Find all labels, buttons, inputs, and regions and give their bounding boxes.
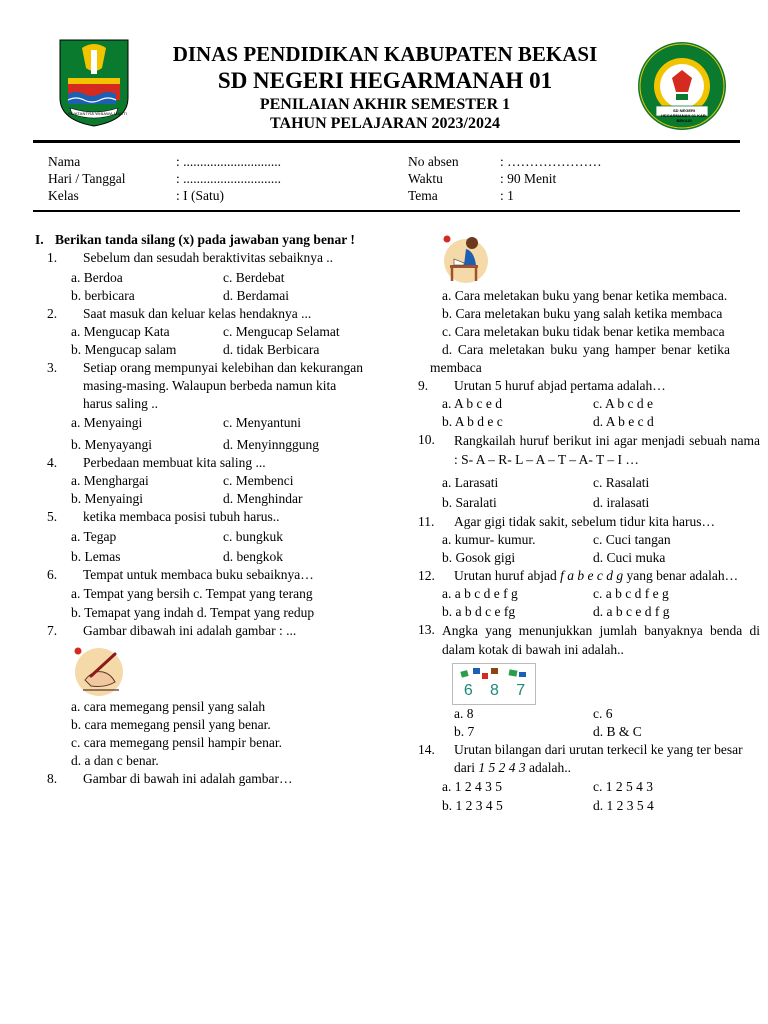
questions-left-column xyxy=(35,231,365,788)
option-b[interactable]: b. a b d c e fg xyxy=(442,604,516,619)
option-c[interactable]: c. Cara meletakan buku tidak benar ketika membaca xyxy=(442,324,725,339)
option-b[interactable]: b. berbicara xyxy=(71,288,135,303)
info-row-hari-tanggal xyxy=(48,170,281,187)
question-number: 10. xyxy=(418,432,435,447)
question-12 xyxy=(418,567,760,585)
options-10 xyxy=(418,473,760,513)
option-d[interactable]: d. Menyinnggung xyxy=(223,437,319,452)
info-label: Nama xyxy=(48,154,81,169)
question-text: Tempat untuk membaca buku sebaiknya… xyxy=(83,567,314,582)
option-c[interactable]: c. A b c d e xyxy=(593,396,653,411)
option-c[interactable]: c. Cuci tangan xyxy=(593,532,671,547)
info-row-kelas xyxy=(48,187,281,204)
question-text: Gambar di bawah ini adalah gambar… xyxy=(83,771,293,786)
option-a[interactable]: a. kumur- kumur. xyxy=(442,532,536,547)
option-b[interactable]: b. A b d e c xyxy=(442,414,503,429)
questions-right-column xyxy=(418,231,760,815)
header-rule xyxy=(33,140,740,143)
question-number: 8. xyxy=(47,771,58,786)
question-5 xyxy=(35,508,365,526)
info-value: : 1 xyxy=(500,188,514,203)
question-text: Agar gigi tidak sakit, sebelum tidur kita harus… xyxy=(454,514,715,529)
option-d[interactable]: d. Menghindar xyxy=(223,491,303,506)
student-info-right xyxy=(408,153,602,204)
option-c[interactable]: c. a b c d f e g xyxy=(593,586,669,601)
question-9 xyxy=(418,377,760,395)
option-b[interactable]: b. Gosok gigi xyxy=(442,550,516,565)
option-d[interactable]: d. Cuci muka xyxy=(593,550,666,565)
option-c[interactable]: c. 6 xyxy=(593,706,613,721)
info-label: Kelas xyxy=(48,188,79,203)
question-text-pre: Urutan huruf abjad xyxy=(454,568,561,583)
option-a[interactable]: a. Menyaingi xyxy=(71,415,143,430)
option-c[interactable]: c. bungkuk xyxy=(223,529,283,544)
info-value: : ............................. xyxy=(176,154,282,169)
question-text: Perbedaan membuat kita saling ... xyxy=(83,455,266,470)
option-c[interactable]: c. Rasalati xyxy=(593,475,650,490)
question-letter-sequence: f a b e c d g xyxy=(560,568,624,583)
question-11 xyxy=(418,513,760,531)
option-d[interactable]: d. 1 2 3 5 4 xyxy=(593,798,654,813)
options-4 xyxy=(35,472,365,508)
options-11 xyxy=(418,531,760,567)
option-d[interactable]: d. bengkok xyxy=(223,549,283,564)
figure-holding-pencil xyxy=(71,640,365,698)
info-value: : ............................. xyxy=(176,171,282,186)
option-b[interactable]: b. Menyayangi xyxy=(71,437,152,452)
option-a[interactable]: a. Menghargai xyxy=(71,473,149,488)
child-reading-at-desk-icon xyxy=(442,231,490,285)
document-header xyxy=(0,0,768,150)
question-number: 1. xyxy=(47,250,58,265)
option-a[interactable]: a. a b c d e f g xyxy=(442,586,518,601)
question-3 xyxy=(35,359,365,413)
section-number: I. xyxy=(35,232,44,247)
question-number: 6. xyxy=(47,567,58,582)
option-a[interactable]: a. 1 2 4 3 5 xyxy=(442,779,502,794)
options-7 xyxy=(35,698,365,770)
option-a[interactable]: a. A b c e d xyxy=(442,396,502,411)
question-text: Setiap orang mempunyai kelebihan dan kekurangan masing-masing. Walaupun berbeda namun kita harus saling .. xyxy=(83,360,364,411)
option-d[interactable]: d. A b e c d xyxy=(593,414,654,429)
figure-counting-box xyxy=(452,663,536,705)
option-d[interactable]: d. Cara meletakan buku yang hamper benar ketika membaca xyxy=(430,342,730,375)
header-exam-title: PENILAIAN AKHIR SEMESTER 1 xyxy=(259,96,511,113)
option-a[interactable]: a. Berdoa xyxy=(71,270,123,285)
option-c[interactable]: c. Berdebat xyxy=(223,270,285,285)
figure-reading-posture xyxy=(442,231,760,287)
info-value: : I (Satu) xyxy=(176,188,224,203)
question-number: 7. xyxy=(47,623,58,638)
option-a[interactable]: a. Larasati xyxy=(442,475,499,490)
info-row-no-absen xyxy=(408,153,602,170)
option-d[interactable]: d. a dan c benar. xyxy=(71,753,159,768)
question-7 xyxy=(35,622,365,640)
question-text xyxy=(442,741,760,777)
question-text-post: adalah.. xyxy=(525,760,571,775)
logo-right-text: SD NEGERI HEGARMANAH 01 KAB. BEKASI xyxy=(661,108,707,123)
header-school-name: SD NEGERI HEGARMANAH 01 xyxy=(217,68,553,93)
info-rule xyxy=(33,210,740,212)
question-text-pre: Urutan bilangan dari urutan terkecil ke yang ter besar dari xyxy=(454,742,743,775)
question-number: 3. xyxy=(47,360,58,375)
option-b[interactable]: b. Saralati xyxy=(442,495,497,510)
options-14 xyxy=(418,777,760,815)
question-number-sequence: 1 5 2 4 3 xyxy=(478,760,526,775)
header-academic-year: TAHUN PELAJARAN 2023/2024 xyxy=(270,115,500,132)
question-number: 11. xyxy=(418,514,435,529)
option-b[interactable]: b. 1 2 3 4 5 xyxy=(442,798,503,813)
options-8 xyxy=(430,287,730,377)
question-14 xyxy=(418,741,760,777)
option-c[interactable]: c. Menyantuni xyxy=(223,415,301,430)
info-value: : ………………… xyxy=(500,154,602,169)
option-a-c[interactable]: a. Tempat yang bersih c. Tempat yang terang xyxy=(71,586,313,601)
option-a[interactable]: a. Tegap xyxy=(71,529,117,544)
question-10 xyxy=(418,431,760,469)
hand-holding-pencil-icon xyxy=(71,646,127,696)
option-b[interactable]: b. Menyaingi xyxy=(71,491,143,506)
option-a[interactable]: a. Mengucap Kata xyxy=(71,324,170,339)
question-text-post: yang benar adalah… xyxy=(623,568,739,583)
question-text: ketika membaca posisi tubuh harus.. xyxy=(83,509,280,524)
info-label: Tema xyxy=(408,188,438,203)
option-d[interactable]: d. tidak Berbicara xyxy=(223,342,320,357)
section-heading xyxy=(35,231,365,249)
question-number: 2. xyxy=(47,306,58,321)
question-text: Angka yang menunjukkan jumlah banyaknya benda di dalam kotak di bawah ini adalah.. xyxy=(442,623,760,657)
option-d[interactable]: d. iralasati xyxy=(593,495,650,510)
info-row-waktu xyxy=(408,170,602,187)
options-13 xyxy=(418,705,760,741)
info-row-tema xyxy=(408,187,602,204)
question-number: 12. xyxy=(418,568,435,583)
counting-box-numbers: 6 8 7 xyxy=(463,682,527,699)
option-d[interactable]: d. Berdamai xyxy=(223,288,289,303)
question-number: 14. xyxy=(418,742,435,757)
option-a[interactable]: a. Cara meletakan buku yang benar ketika membaca. xyxy=(442,288,728,303)
logo-left-motto: SWATANTRA WIBAWA MUKTI xyxy=(68,111,128,116)
question-2 xyxy=(35,305,365,323)
section-title: Berikan tanda silang (x) pada jawaban yang benar ! xyxy=(55,232,355,247)
question-number: 4. xyxy=(47,455,58,470)
option-b[interactable]: b. cara memegang pensil yang benar. xyxy=(71,717,271,732)
question-number: 5. xyxy=(47,509,58,524)
option-b[interactable]: b. Cara meletakan buku yang salah ketika membaca xyxy=(442,306,723,321)
info-row-nama xyxy=(48,153,281,170)
option-d[interactable]: d. a b c e d f g xyxy=(593,604,670,619)
question-6 xyxy=(35,566,365,584)
option-c[interactable]: c. Membenci xyxy=(223,473,294,488)
question-8 xyxy=(35,770,365,788)
student-info-left xyxy=(48,153,281,204)
options-1 xyxy=(35,269,365,305)
info-value: : 90 Menit xyxy=(500,171,557,186)
question-text: Saat masuk dan keluar kelas hendaknya ... xyxy=(83,306,312,321)
option-a[interactable]: a. 8 xyxy=(454,706,474,721)
options-6 xyxy=(35,584,365,622)
options-9 xyxy=(418,395,760,431)
question-text: Gambar dibawah ini adalah gambar : ... xyxy=(83,623,297,638)
options-3 xyxy=(35,414,365,454)
option-a[interactable]: a. cara memegang pensil yang salah xyxy=(71,699,266,714)
question-number: 9. xyxy=(418,378,429,393)
info-label: Hari / Tanggal xyxy=(48,171,126,186)
header-agency: DINAS PENDIDIKAN KABUPATEN BEKASI xyxy=(172,42,598,66)
option-d[interactable]: d. B & C xyxy=(593,724,642,739)
options-12 xyxy=(418,585,760,621)
question-number: 13. xyxy=(418,622,435,637)
option-b[interactable]: b. Lemas xyxy=(71,549,121,564)
option-b[interactable]: b. Mengucap salam xyxy=(71,342,177,357)
question-text: Rangkailah huruf berikut ini agar menjadi sebuah nama : S- A – R- L – A – T – A- T – I … xyxy=(454,433,760,467)
info-label: No absen xyxy=(408,154,459,169)
question-text: Sebelum dan sesudah beraktivitas sebaiknya .. xyxy=(83,250,334,265)
option-c[interactable]: c. Mengucap Selamat xyxy=(223,324,340,339)
question-text: Urutan 5 huruf abjad pertama adalah… xyxy=(454,378,666,393)
option-c[interactable]: c. cara memegang pensil hampir benar. xyxy=(71,735,283,750)
option-b[interactable]: b. 7 xyxy=(454,724,475,739)
option-c[interactable]: c. 1 2 5 4 3 xyxy=(593,779,653,794)
options-2 xyxy=(35,323,365,359)
question-13 xyxy=(418,621,760,659)
question-4 xyxy=(35,454,365,472)
colored-objects-icon xyxy=(453,664,537,684)
option-b-d[interactable]: b. Temapat yang indah d. Tempat yang redup xyxy=(71,605,315,620)
options-5 xyxy=(35,528,365,566)
info-label: Waktu xyxy=(408,171,443,186)
question-text xyxy=(442,567,760,585)
question-1 xyxy=(35,249,365,267)
